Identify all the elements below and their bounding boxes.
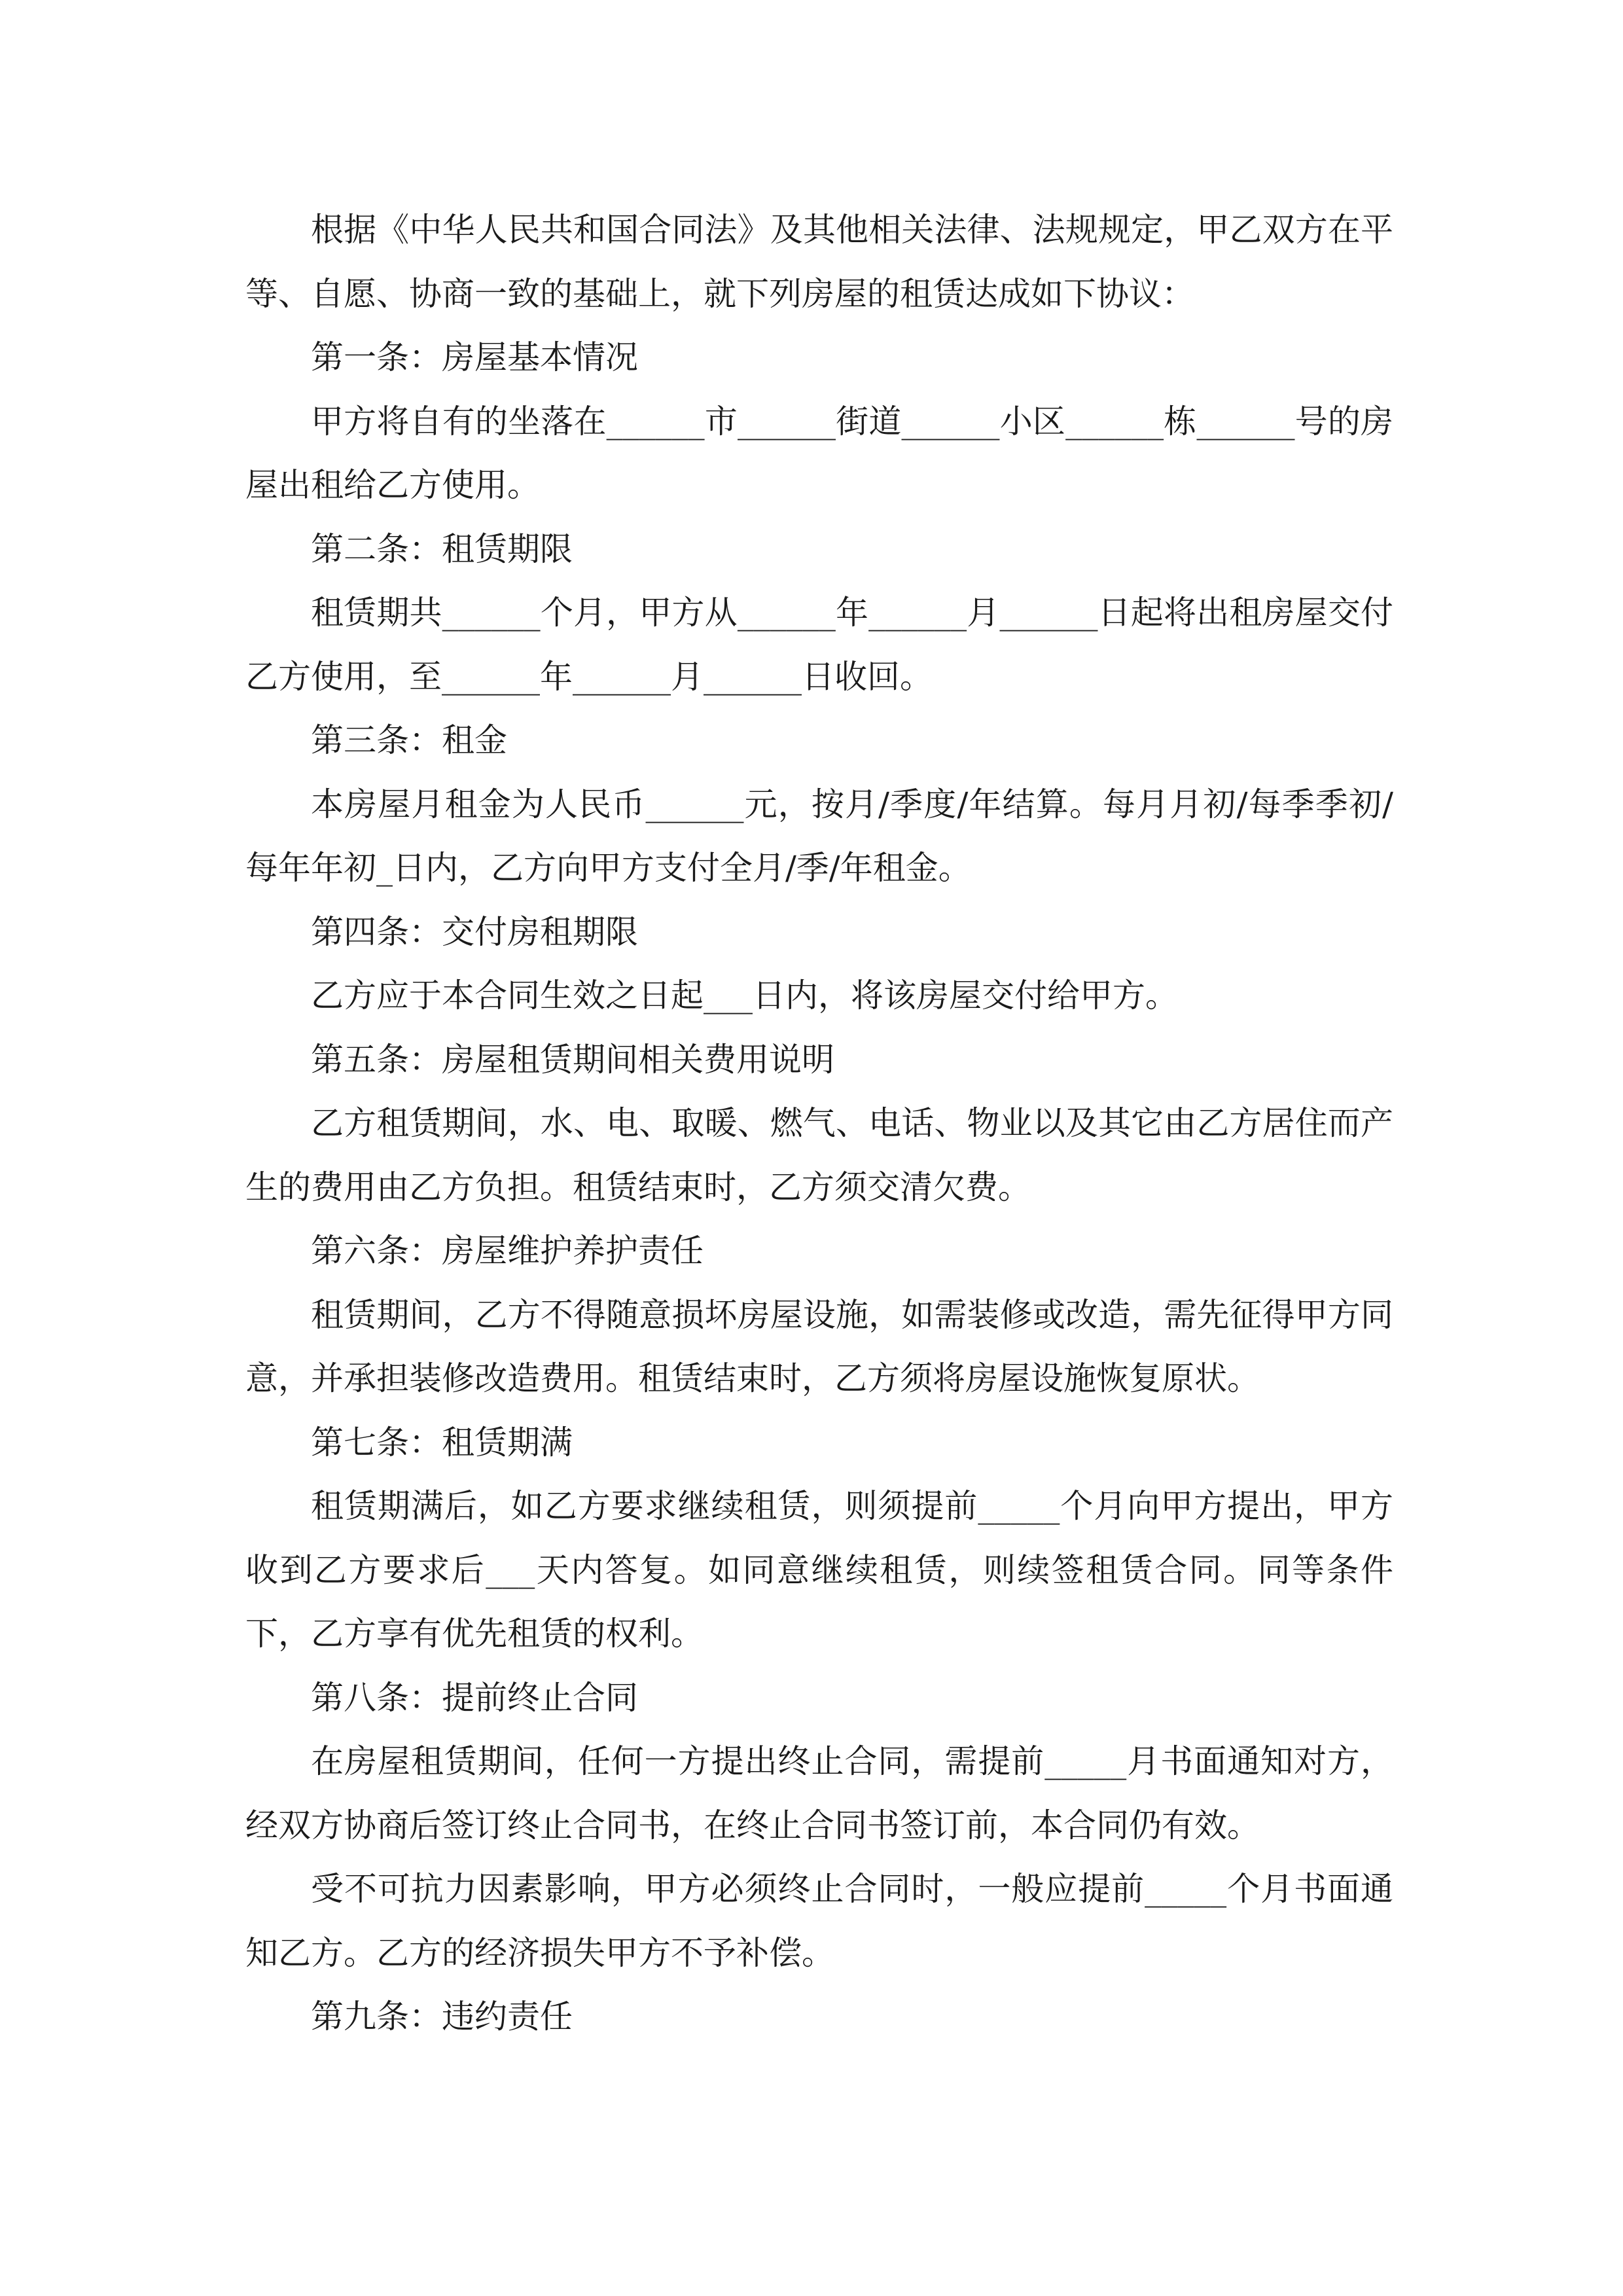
article-6-text: 租赁期间，乙方不得随意损坏房屋设施，如需装修或改造，需先征得甲方同意，并承担装修改造费用。租赁结束时，乙方须将房屋设施恢复原状。 [245,1295,1393,1397]
article-7-text: 租赁期满后，如乙方要求继续租赁，则须提前_____个月向甲方提出，甲方收到乙方要求后___天内答复。如同意继续租赁，则续签租赁合同。同等条件下，乙方享有优先租赁的权利。 [245,1487,1393,1653]
article-2-heading: 第二条：租赁期限 [311,529,573,568]
article-3-heading: 第三条：租金 [311,721,507,759]
article-5-text: 乙方租赁期间，水、电、取暖、燃气、电话、物业以及其它由乙方居住而产生的费用由乙方负担。租赁结束时，乙方须交清欠费。 [245,1104,1393,1206]
preamble-paragraph: 根据《中华人民共和国合同法》及其他相关法律、法规规定，甲乙双方在平等、自愿、协商一致的基础上，就下列房屋的租赁达成如下协议： [245,211,1393,313]
article-6-heading: 第六条：房屋维护养护责任 [311,1232,704,1270]
article-8-text-2: 受不可抗力因素影响，甲方必须终止合同时，一般应提前_____个月书面通知乙方。乙方的经济损失甲方不予补偿。 [245,1870,1393,1972]
article-3-text: 本房屋月租金为人民币______元，按月/季度/年结算。每月月初/每季季初/每年年初_日内，乙方向甲方支付全月/季/年租金。 [245,785,1393,887]
article-1-heading: 第一条：房屋基本情况 [311,338,638,376]
article-9-heading: 第九条：违约责任 [311,1998,573,2036]
article-4-text: 乙方应于本合同生效之日起___日内，将该房屋交付给甲方。 [311,977,1178,1014]
article-4-heading: 第四条：交付房租期限 [311,912,638,951]
article-2-text: 租赁期共______个月，甲方从______年______月______日起将出租房屋交付乙方使用，至______年______月______日收回。 [245,594,1393,696]
article-8-text-1: 在房屋租赁期间，任何一方提出终止合同，需提前_____月书面通知对方，经双方协商后签订终止合同书，在终止合同书签订前，本合同仍有效。 [245,1742,1393,1844]
article-7-heading: 第七条：租赁期满 [311,1423,573,1462]
article-8-heading: 第八条：提前终止合同 [311,1678,638,1717]
article-5-heading: 第五条：房屋租赁期间相关费用说明 [311,1040,834,1079]
document-body [245,198,1393,2049]
article-1-text: 甲方将自有的坐落在______市______街道______小区______栋______号的房屋出租给乙方使用。 [245,402,1393,504]
